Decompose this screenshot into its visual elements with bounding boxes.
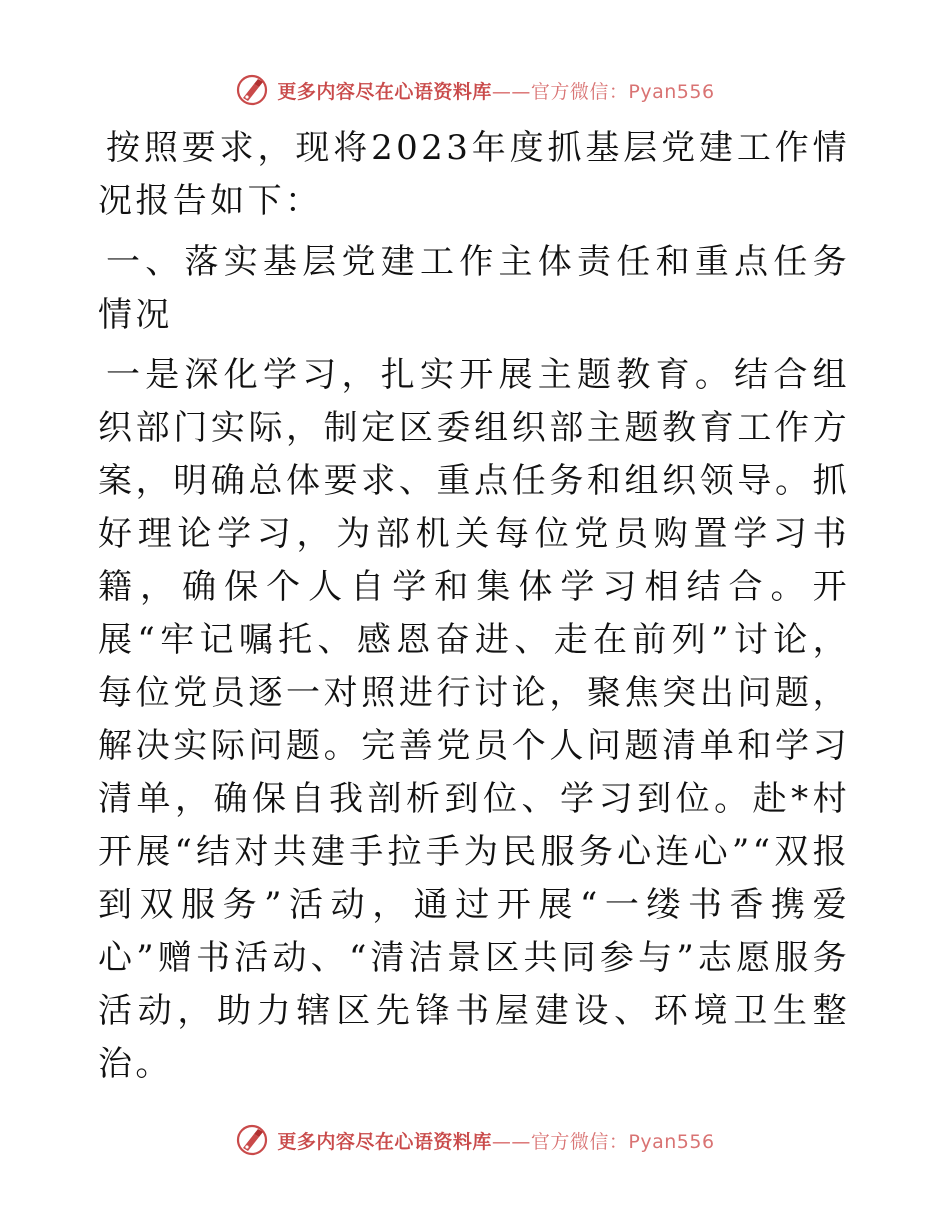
body-paragraph: 一是深化学习，扎实开展主题教育。结合组织部门实际，制定区委组织部主题教育工作方案，明确总体要求、重点任务和组织领导。抓好理论学习，为部机关每位党员购置学习书籍，确保个人自学和集体学习相结合。开展“牢记嘱托、感恩奋进、走在前列”讨论，每位党员逐一对照进行讨论，聚焦突出问题，解决实际问题。完善党员个人问题清单和学习清单，确保自我剖析到位、学习到位。赴*村开展“结对共建手拉手为民服务心连心”“双报到双服务”活动，通过开展“一缕书香携爱心”赠书活动、“清洁景区共同参与”志愿服务活动，助力辖区先锋书屋建设、环境卫生整治。 xyxy=(98,355,850,1084)
watermark-contact: 官方微信：Pyan556 xyxy=(530,80,715,103)
watermark-text xyxy=(277,77,714,104)
pen-nib-logo-icon xyxy=(235,1123,269,1157)
watermark-contact: 官方微信：Pyan556 xyxy=(530,1130,715,1153)
watermark-text xyxy=(277,1127,714,1154)
document-body xyxy=(98,122,850,1091)
intro-paragraph: 按照要求，现将2023年度抓基层党建工作情况报告如下： xyxy=(98,128,850,221)
section-heading: 一、落实基层党建工作主体责任和重点任务情况 xyxy=(98,242,850,335)
pen-nib-logo-icon xyxy=(235,73,269,107)
watermark-header xyxy=(0,70,950,110)
watermark-separator: —— xyxy=(491,80,531,103)
watermark-separator: —— xyxy=(491,1130,531,1153)
watermark-brand: 更多内容尽在心语资料库 xyxy=(277,1130,492,1153)
watermark-brand: 更多内容尽在心语资料库 xyxy=(277,80,492,103)
watermark-footer xyxy=(0,1120,950,1160)
